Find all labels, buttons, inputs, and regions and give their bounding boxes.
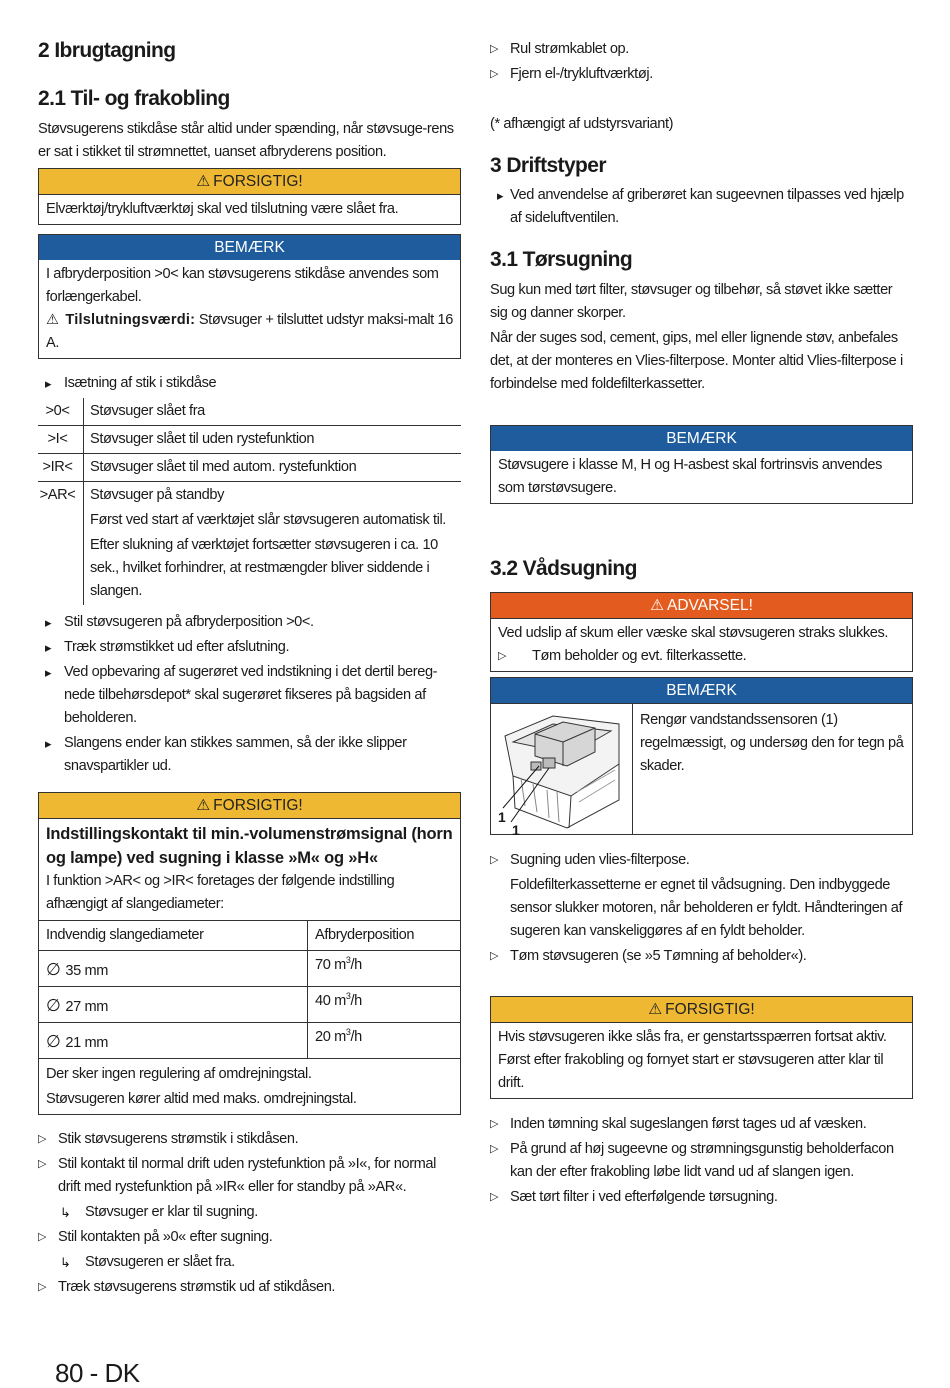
step-item: ▷ Stik støvsugerens strømstik i stikdåsen.	[38, 1128, 461, 1151]
step-item: ▷ Fjern el-/trykluftværktøj.	[490, 63, 913, 86]
list-item: ▸ Slangens ender kan stikkes sammen, så der ikke slipper snavspartikler ud.	[38, 732, 461, 778]
caution-text: I funktion >AR< og >IR< foretages der følgende indstilling afhængigt af slangediameter:	[46, 873, 395, 912]
switch-key: >IR<	[38, 454, 84, 482]
note-connection-value	[46, 309, 453, 355]
caution-label: FORSIGTIG!	[213, 797, 303, 814]
result-item: ↳ Støvsuger er klar til sugning.	[38, 1201, 461, 1224]
warning-triangle-icon: ⚠	[46, 312, 59, 328]
switch-desc	[84, 482, 462, 606]
step-item: ▷ Sugning uden vlies-filterpose.	[490, 849, 913, 872]
note-content	[491, 703, 912, 838]
column-header: Indvendig slangediameter	[39, 921, 308, 951]
note-body: Rengør vandstandssensoren (1) regelmæssigt, og undersøg den for tegn på skader.	[640, 712, 904, 774]
warning-box	[490, 592, 913, 672]
caution-header	[39, 169, 460, 194]
switch-position-table	[38, 398, 461, 605]
unit-suffix: /h	[350, 1029, 362, 1045]
column-header: Afbryderposition	[308, 921, 461, 951]
unit-suffix: /h	[350, 993, 362, 1009]
dry-text-1: Sug kun med tørt filter, støvsuger og tilbehør, så støvet ikke sætter sig og danner skorper.	[490, 282, 893, 321]
warning-triangle-icon: ⚠	[196, 797, 211, 814]
heading-til-frakobling: 2.1 Til- og frakobling	[38, 87, 230, 110]
step-item: ▷ Stil kontakt til normal drift uden rystefunktion på »I«, for normal drift med rystefunktion på »IR« eller for standby på »AR«.	[38, 1153, 461, 1199]
step-item: ▷ Sæt tørt filter i ved efterfølgende tørsugning.	[490, 1186, 913, 1209]
variant-note: (* afhængigt af udstyrsvariant)	[490, 116, 674, 132]
warning-triangle-icon: ⚠	[650, 597, 665, 614]
caution-header	[39, 793, 460, 818]
airflow-value: 20 m	[315, 1029, 346, 1045]
table-row	[39, 987, 460, 1023]
hose-diameter-cell	[39, 1023, 308, 1059]
table-row	[38, 426, 461, 454]
step-item: ▷ Træk støvsugerens strømstik ud af stikdåsen.	[38, 1276, 461, 1299]
step-item: ▷ Stil kontakten på »0« efter sugning.	[38, 1226, 461, 1249]
right-column	[490, 0, 913, 1209]
vacuum-container-illustration	[491, 704, 632, 834]
hose-diameter-cell	[39, 951, 308, 987]
warning-triangle-icon: ⚠	[648, 1001, 663, 1018]
airflow-value: 70 m	[315, 957, 346, 973]
left-column	[38, 0, 461, 1299]
figure-callout-label: 1	[498, 809, 506, 825]
caution-note-line: Der sker ingen regulering af omdrejningstal.	[46, 1066, 312, 1082]
switch-desc: Støvsuger slået til uden rystefunktion	[84, 426, 462, 454]
table-row	[38, 454, 461, 482]
vacuum-sensor-figure	[491, 704, 633, 838]
step-detail: Foldefilterkassetterne er egnet til vådsugning. Den indbyggede sensor slukker motoren, når beholderen er fyldt. Håndteringen af sugeren kan vanskeliggøres af en fyldt beholder.	[510, 877, 903, 939]
hose-diameter-table	[39, 920, 460, 1059]
diameter-value: 35 mm	[65, 963, 109, 979]
caution-note-line: Støvsugeren kører altid med maks. omdrejningstal.	[46, 1091, 357, 1107]
note-header: BEMÆRK	[491, 426, 912, 451]
step-item: ▷ Inden tømning skal sugeslangen først tages ud af væsken.	[490, 1113, 913, 1136]
caution-header	[491, 997, 912, 1022]
switch-key: >0<	[38, 398, 84, 426]
heading-vadsugning: 3.2 Vådsugning	[490, 557, 637, 580]
note-box-3	[490, 677, 913, 838]
page-number: 80 - DK	[55, 1358, 140, 1388]
wet-steps	[490, 849, 913, 968]
caution-box-2	[38, 792, 461, 1115]
caution-footer-text	[39, 1059, 460, 1114]
figure-callout-label: 1	[512, 822, 520, 838]
airflow-cell	[308, 987, 461, 1023]
step-item: ▷ Tøm beholder og evt. filterkassette.	[498, 645, 905, 668]
list-item: ▸ Ved anvendelse af griberøret kan sugeevnen tilpasses ved hjælp af sideluftventilen.	[490, 184, 913, 230]
airflow-cell	[308, 1023, 461, 1059]
dry-text-2: Når der suges sod, cement, gips, mel eller lignende støv, anbefales det, at der monteres en Vlies-filterpose. Monter altid Vlies-filterpose i forbindelse med foldefilterkassetter.	[490, 330, 903, 392]
warning-header	[491, 593, 912, 618]
warning-text: Ved udslip af skum eller væske skal støvsugeren straks slukkes.	[498, 625, 889, 641]
diameter-value: 27 mm	[65, 999, 109, 1015]
connection-value-label: Tilslutningsværdi:	[65, 312, 196, 328]
note-text: I afbryderposition >0< kan støvsugerens stikdåse anvendes som forlængerkabel.	[46, 266, 439, 305]
warning-body	[491, 618, 912, 671]
end-steps	[490, 1113, 913, 1209]
table-row	[39, 1023, 460, 1059]
note-header: BEMÆRK	[491, 678, 912, 703]
switch-desc-extra: Først ved start af værktøjet slår støvsugeren automatisk til.	[90, 512, 446, 528]
switch-desc-main: Støvsuger på standby	[90, 487, 224, 503]
caution-box-1	[38, 168, 461, 225]
top-steps	[490, 38, 913, 86]
diameter-symbol-icon: ∅	[46, 960, 61, 979]
list-item: ▸ Træk strømstikket ud efter afslutning.	[38, 636, 461, 659]
note-header: BEMÆRK	[39, 235, 460, 260]
unit-suffix: /h	[350, 957, 362, 973]
step-item: ▷ På grund af høj sugeevne og strømningsgunstig beholderfacon kan der efter frakobling løbe lidt vand ud af slangen igen.	[490, 1138, 913, 1184]
intro-text: Støvsugerens stikdåse står altid under spænding, når støvsuge-rens er sat i stikket til strømnettet, uanset afbryderens position.	[38, 121, 454, 160]
caution-label: FORSIGTIG!	[665, 1001, 755, 1018]
caution-box-3	[490, 996, 913, 1099]
caution-body	[39, 818, 460, 920]
list-item: ▸ Stil støvsugeren på afbryderposition >0<.	[38, 611, 461, 634]
note-box-1	[38, 234, 461, 359]
switch-desc: Støvsuger slået til med autom. rystefunktion	[84, 454, 462, 482]
insert-plug-title: ▸ Isætning af stik i stikdåse	[38, 372, 461, 395]
hose-diameter-cell	[39, 987, 308, 1023]
airflow-value: 40 m	[315, 993, 346, 1009]
table-row	[39, 951, 460, 987]
switch-desc: Støvsuger slået fra	[84, 398, 462, 426]
switch-key: >AR<	[38, 482, 84, 606]
switch-key: >I<	[38, 426, 84, 454]
note-body: Støvsugere i klasse M, H og H-asbest skal fortrinsvis anvendes som tørstøvsugere.	[498, 457, 882, 496]
note-body	[39, 260, 460, 358]
diameter-symbol-icon: ∅	[46, 1032, 61, 1051]
caution-body: Elværktøj/trykluftværktøj skal ved tilslutning være slået fra.	[39, 194, 460, 224]
diameter-value: 21 mm	[65, 1035, 109, 1051]
list-item: ▸ Ved opbevaring af sugerøret ved indstikning i det dertil bereg-nede tilbehørsdepot* skal sugerøret fikseres på bagsiden af beholderen.	[38, 661, 461, 730]
procedure-steps	[38, 1128, 461, 1299]
warning-triangle-icon: ⚠	[196, 173, 211, 190]
caution-bold-title: Indstillingskontakt til min.-volumenstrømsignal (horn og lampe) ved sugning i klasse »M« og »H«	[46, 825, 453, 867]
diameter-symbol-icon: ∅	[46, 996, 61, 1015]
airflow-cell	[308, 951, 461, 987]
table-row	[38, 398, 461, 426]
table-row	[38, 482, 461, 606]
caution-label: FORSIGTIG!	[213, 173, 303, 190]
unit-exponent: 3	[345, 1027, 351, 1038]
switch-desc-extra: Efter slukning af værktøjet fortsætter støvsugeren i ca. 10 sek., hvilket forhindrer, at restmængder bliver siddende i slangen.	[90, 537, 438, 599]
connection-value-text: Støvsuger + tilsluttet udstyr maksi-malt 16 A.	[46, 312, 453, 351]
heading-ibrugtagning: 2 Ibrugtagning	[38, 39, 176, 62]
note-box-2	[490, 425, 913, 504]
caution-body: Hvis støvsugeren ikke slås fra, er genstartsspærren fortsat aktiv. Først efter frakobling og fornyet start er støvsugeren atter klar til drift.	[491, 1022, 912, 1098]
step-item: ▷ Rul strømkablet op.	[490, 38, 913, 61]
warning-label: ADVARSEL!	[667, 597, 753, 614]
unit-exponent: 3	[345, 991, 351, 1002]
heading-torsugning: 3.1 Tørsugning	[490, 248, 633, 271]
bullet-list	[38, 611, 461, 778]
heading-driftstyper: 3 Driftstyper	[490, 154, 606, 177]
step-item: ▷ Tøm støvsugeren (se »5 Tømning af beholder«).	[490, 945, 913, 968]
table-header-row	[39, 921, 460, 951]
unit-exponent: 3	[345, 955, 351, 966]
result-item: ↳ Støvsugeren er slået fra.	[38, 1251, 461, 1274]
